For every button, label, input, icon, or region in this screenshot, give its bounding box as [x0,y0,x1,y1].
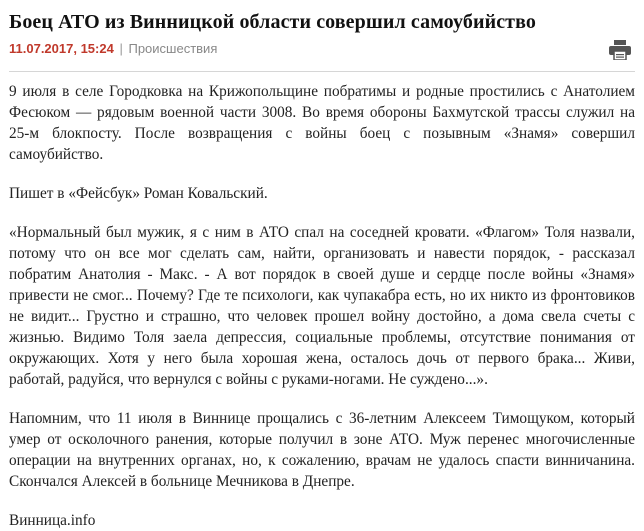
article-paragraph: Пишет в «Фейсбук» Роман Ковальский. [9,185,268,202]
header-divider [9,71,635,72]
article-source: Винница.info [9,512,96,529]
article-meta [9,39,635,63]
printer-icon[interactable] [609,40,631,60]
meta-separator: | [119,41,123,56]
article-title: Боец АТО из Винницкой области совершил самоубийство [9,11,536,33]
article-paragraph: 9 июля в селе Городковка на Крижопольщине побратимы и родные простились с Анатолием Фесюком — рядовым военной части 3008. Во время обороны Бахмутской трассы служил на 25-м блокпосту. После возвращения с войны боец с позывным «Знамя» совершил самоубийство. [9,83,635,163]
article-category-link[interactable]: Происшествия [128,41,218,56]
article-date: 11.07.2017, 15:24 [9,41,114,56]
article-paragraph: «Нормальный был мужик, я с ним в АТО спал на соседней кровати. «Флагом» Толя назвали, потому что он все мог сделать сам, найти, организовать и навести порядок, - рассказал побратим Анатолия - Макс. - А вот порядок в своей душе и сердце после войны «Знамя» привести не смог... Почему? Где те психологи, как чупакабра есть, но их никто из фронтовиков не видит... Грустно и страшно, что человек прошел войну достойно, а дома свела счеты с жизнью. Видимо Толя заела депрессия, социальные проблемы, отсутствие понимания от окружающих. Хотя у него была хорошая жена, осталось дочь от первого брака... Живи, работай, радуйся, что вернулся с войны с руками-ногами. Не суждено...». [9,224,635,388]
article-body [9,81,635,531]
article-paragraph: Напомним, что 11 июля в Виннице прощались с 36-летним Алексеем Тимощуком, который умер от осколочного ранения, которые получил в зоне АТО. Муж перенес многочисленные операции на внутренних органах, но, к сожалению, врачам не удалось спасти винничанина. Скончался Алексей в больнице Мечникова в Днепре. [9,410,635,490]
article [9,0,635,531]
